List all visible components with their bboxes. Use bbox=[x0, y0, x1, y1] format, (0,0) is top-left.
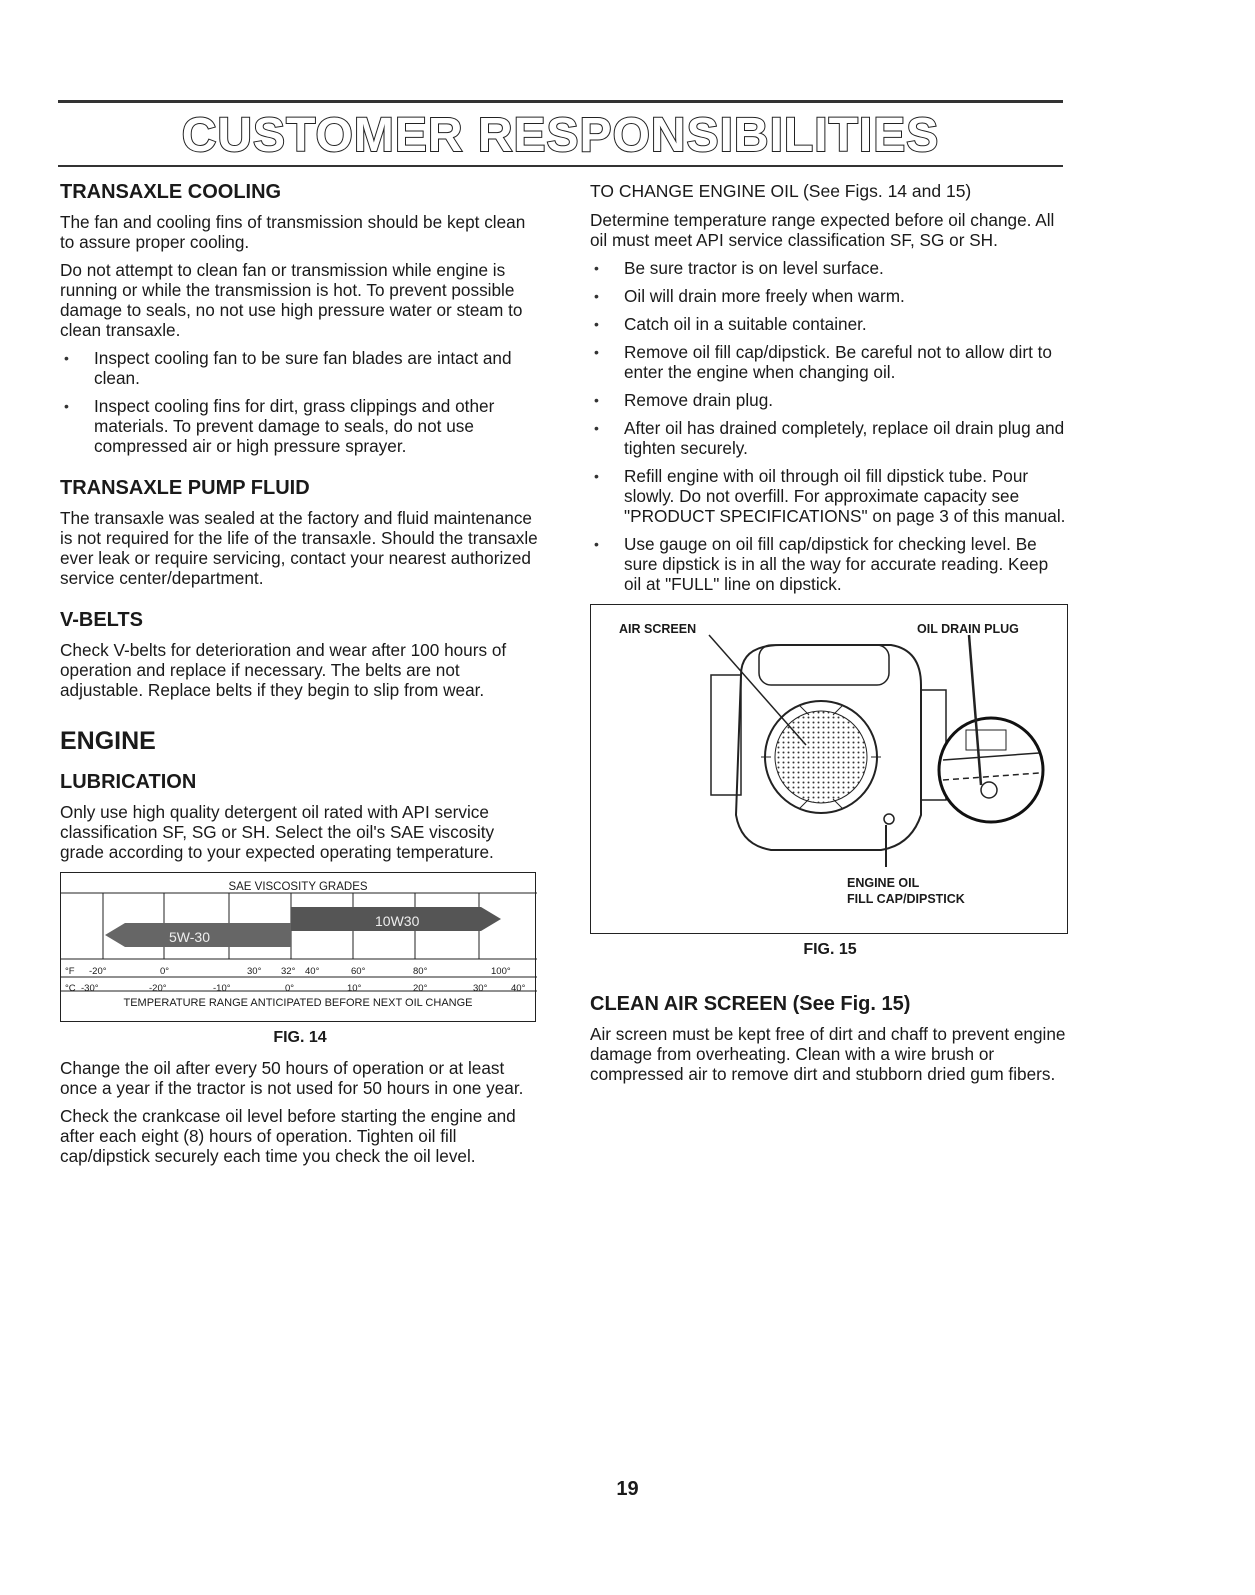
f-tick: 80° bbox=[413, 966, 428, 977]
change-oil-heading: TO CHANGE ENGINE OIL (See Figs. 14 and 15) bbox=[590, 181, 972, 201]
air-screen-label: AIR SCREEN bbox=[619, 622, 697, 636]
fill-cap-label-line1: ENGINE OIL bbox=[847, 876, 920, 890]
c-tick: 10° bbox=[347, 983, 362, 994]
left-column bbox=[60, 180, 540, 1174]
bullet-item: • Oil will drain more freely when warm. bbox=[590, 286, 1070, 306]
drain-plug-inset bbox=[939, 718, 1043, 822]
paragraph: Do not attempt to clean fan or transmission while engine is running or while the transmission is hot. To prevent possible damage to seals, no not use high pressure water or steam to clean transaxle. bbox=[60, 260, 523, 340]
celsius-unit: °C bbox=[65, 983, 76, 994]
fig14-caption: FIG. 14 bbox=[273, 1029, 327, 1046]
bullet-item: • Use gauge on oil fill cap/dipstick for checking level. Be sure dipstick is in all the way for accurate reading. Keep oil at "FULL" line on dipstick. bbox=[590, 534, 1070, 594]
c-tick: 20° bbox=[413, 983, 428, 994]
grade-5w30-label: 5W-30 bbox=[169, 929, 210, 945]
f-tick: 100° bbox=[491, 966, 511, 977]
viscosity-chart-title: SAE VISCOSITY GRADES bbox=[228, 881, 368, 893]
bullet-item: • Remove drain plug. bbox=[590, 390, 1070, 410]
f-tick: 30° bbox=[247, 966, 262, 977]
c-tick: 40° bbox=[511, 983, 526, 994]
engine-heading: ENGINE bbox=[60, 727, 156, 755]
c-tick: -20° bbox=[149, 983, 167, 994]
right-column bbox=[590, 180, 1070, 1092]
f-tick: 0° bbox=[160, 966, 170, 977]
bullet-item: • Remove oil fill cap/dipstick. Be careful not to allow dirt to enter the engine when changing oil. bbox=[590, 342, 1070, 382]
viscosity-chart-footer: TEMPERATURE RANGE ANTICIPATED BEFORE NEXT OIL CHANGE bbox=[123, 997, 473, 1009]
c-tick: -10° bbox=[213, 983, 231, 994]
grade-10w30-label: 10W30 bbox=[375, 913, 420, 929]
transaxle-cooling-heading: TRANSAXLE COOLING bbox=[60, 181, 282, 203]
paragraph: Determine temperature range expected before oil change. All oil must meet API service classification SF, SG or SH. bbox=[590, 210, 1055, 250]
paragraph: The fan and cooling fins of transmission should be kept clean to assure proper cooling. bbox=[60, 212, 526, 252]
bullet-item: • Inspect cooling fins for dirt, grass clippings and other materials. To prevent damage to seals, do not use compressed air or high pressure sprayer. bbox=[60, 396, 540, 456]
lubrication-heading: LUBRICATION bbox=[60, 771, 197, 793]
fill-cap-label-line2: FILL CAP/DIPSTICK bbox=[847, 892, 965, 906]
paragraph: Air screen must be kept free of dirt and chaff to prevent engine damage from overheating. Clean with a wire brush or compressed air to remove dirt and stubborn dried gum fibers. bbox=[590, 1024, 1066, 1084]
viscosity-chart bbox=[60, 872, 536, 1022]
engine-figure bbox=[590, 604, 1068, 934]
fig15-caption: FIG. 15 bbox=[803, 941, 857, 958]
bullet-item: • After oil has drained completely, replace oil drain plug and tighten securely. bbox=[590, 418, 1070, 458]
paragraph: Check the crankcase oil level before starting the engine and after each eight (8) hours of operation. Tighten oil fill cap/dipstick securely each time you check the oil level. bbox=[60, 1106, 516, 1166]
f-tick: -20° bbox=[89, 966, 107, 977]
air-screen-heading: CLEAN AIR SCREEN (See Fig. 15) bbox=[590, 993, 911, 1015]
f-tick: 32° bbox=[281, 966, 296, 977]
top-rule bbox=[58, 100, 1063, 103]
c-tick: -30° bbox=[81, 983, 99, 994]
oil-drain-plug-label: OIL DRAIN PLUG bbox=[917, 622, 1019, 636]
pump-fluid-heading: TRANSAXLE PUMP FLUID bbox=[60, 477, 310, 499]
f-tick: 40° bbox=[305, 966, 320, 977]
paragraph: Check V-belts for deterioration and wear after 100 hours of operation and replace if necessary. The belts are not adjustable. Replace belts if they begin to slip from wear. bbox=[60, 640, 507, 700]
bullet-item: • Catch oil in a suitable container. bbox=[590, 314, 1070, 334]
bullet-item: • Be sure tractor is on level surface. bbox=[590, 258, 1070, 278]
vbelts-heading: V-BELTS bbox=[60, 609, 143, 631]
fahrenheit-unit: °F bbox=[65, 966, 75, 977]
page-title: CUSTOMER RESPONSIBILITIES bbox=[181, 109, 940, 162]
paragraph: Only use high quality detergent oil rated with API service classification SF, SG or SH. Select the oil's SAE viscosity grade according to your expected operating temperature. bbox=[60, 802, 495, 862]
paragraph: The transaxle was sealed at the factory and fluid maintenance is not required for the life of the transaxle. Should the transaxle ever leak or require servicing, contact your nearest authorized service center/department. bbox=[60, 508, 538, 588]
engine-illustration bbox=[591, 605, 1069, 935]
bullet-item: • Refill engine with oil through oil fill dipstick tube. Pour slowly. Do not overfill. For approximate capacity see "PRODUCT SPECIFICATIONS" on page 3 of this manual. bbox=[590, 466, 1070, 526]
bullet-item: • Inspect cooling fan to be sure fan blades are intact and clean. bbox=[60, 348, 540, 388]
f-tick: 60° bbox=[351, 966, 366, 977]
title-underline bbox=[58, 165, 1063, 167]
paragraph: Change the oil after every 50 hours of operation or at least once a year if the tractor is not used for 50 hours in one year. bbox=[60, 1058, 524, 1098]
page-number: 19 bbox=[616, 1478, 639, 1500]
c-tick: 0° bbox=[285, 983, 295, 994]
c-tick: 30° bbox=[473, 983, 488, 994]
